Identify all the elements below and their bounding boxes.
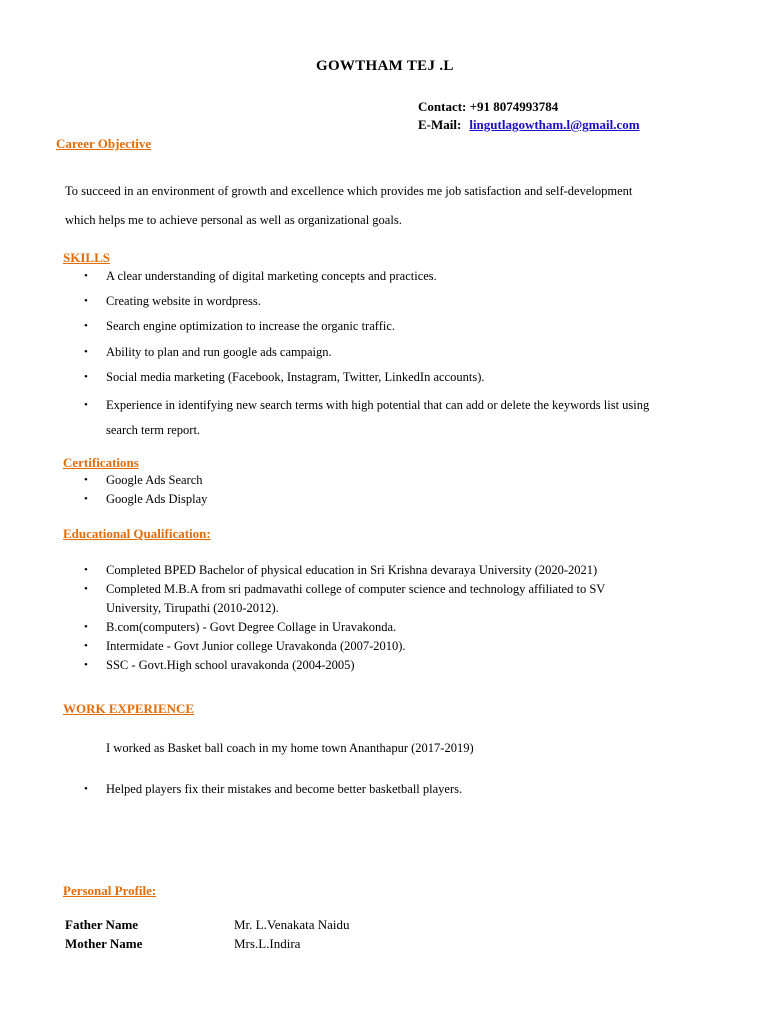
bullet-icon: • — [84, 621, 88, 633]
education-heading: Educational Qualification: — [63, 526, 211, 541]
email-label: E-Mail: — [418, 117, 462, 132]
bullet-icon: • — [84, 345, 88, 358]
certifications-list — [84, 471, 207, 508]
work-experience-summary: I worked as Basket ball coach in my home town Ananthapur (2017-2019) — [106, 741, 474, 755]
career-objective-line-2: which helps me to achieve personal as well as organizational goals. — [65, 213, 402, 227]
list-item: • Completed M.B.A from sri padmavathi college of computer science and technology affiliated to SV University, Tirupathi (2010-2012). — [84, 582, 606, 615]
bullet-icon: • — [84, 295, 88, 308]
email-row — [418, 117, 640, 133]
father-name-value: Mr. L.Venakata Naidu — [234, 917, 350, 932]
candidate-name: GOWTHAM TEJ .L — [316, 58, 454, 74]
bullet-icon: • — [84, 474, 88, 486]
bullet-icon: • — [84, 492, 88, 505]
list-item: • SSC - Govt.High school uravakonda (2004-2005) — [84, 656, 605, 675]
education-list — [84, 561, 605, 675]
list-item: • Ability to plan and run google ads campaign. — [84, 344, 332, 359]
list-item: • Social media marketing (Facebook, Instagram, Twitter, LinkedIn accounts). — [84, 369, 485, 384]
contact-phone: Contact: +91 8074993784 — [418, 99, 559, 114]
list-item: • A clear understanding of digital marketing concepts and practices. — [84, 269, 437, 283]
list-item: • Google Ads Display — [84, 490, 207, 509]
bullet-icon: • — [84, 370, 88, 383]
list-item: • Completed BPED Bachelor of physical education in Sri Krishna devaraya University (2020-2021) — [84, 561, 605, 580]
father-name-label: Father Name — [65, 917, 139, 932]
list-item: • Intermidate - Govt Junior college Uravakonda (2007-2010). — [84, 637, 605, 656]
skills-heading: SKILLS — [63, 250, 110, 265]
bullet-icon: • — [84, 659, 88, 671]
bullet-icon: • — [84, 640, 88, 652]
career-objective-heading: Career Objective — [56, 136, 152, 151]
personal-profile-heading: Personal Profile: — [63, 883, 157, 898]
bullet-icon: • — [84, 320, 88, 333]
list-item: • Experience in identifying new search terms with high potential that can add or delete the keywords list using search term report. — [84, 393, 649, 443]
bullet-icon: • — [84, 398, 88, 411]
bullet-icon: • — [84, 564, 88, 576]
bullet-icon: • — [84, 583, 88, 595]
list-item: • Creating website in wordpress. — [84, 294, 261, 309]
email-link[interactable]: lingutlagowtham.l@gmail.com — [469, 117, 640, 132]
list-item: • Search engine optimization to increase the organic traffic. — [84, 319, 396, 334]
list-item: • Google Ads Search — [84, 471, 207, 490]
career-objective-line-1: To succeed in an environment of growth and excellence which provides me job satisfaction and self-development — [65, 184, 633, 198]
mother-name-label: Mother Name — [65, 936, 143, 951]
bullet-icon: • — [84, 783, 88, 795]
skills-list — [84, 267, 649, 443]
mother-name-value: Mrs.L.Indira — [234, 936, 301, 951]
certifications-heading: Certifications — [63, 455, 139, 470]
bullet-icon: • — [84, 270, 88, 282]
work-experience-list — [84, 780, 462, 799]
work-experience-heading: WORK EXPERIENCE — [63, 701, 195, 716]
list-item: • B.com(computers) - Govt Degree Collage in Uravakonda. — [84, 618, 605, 637]
list-item: • Helped players fix their mistakes and become better basketball players. — [84, 780, 462, 799]
